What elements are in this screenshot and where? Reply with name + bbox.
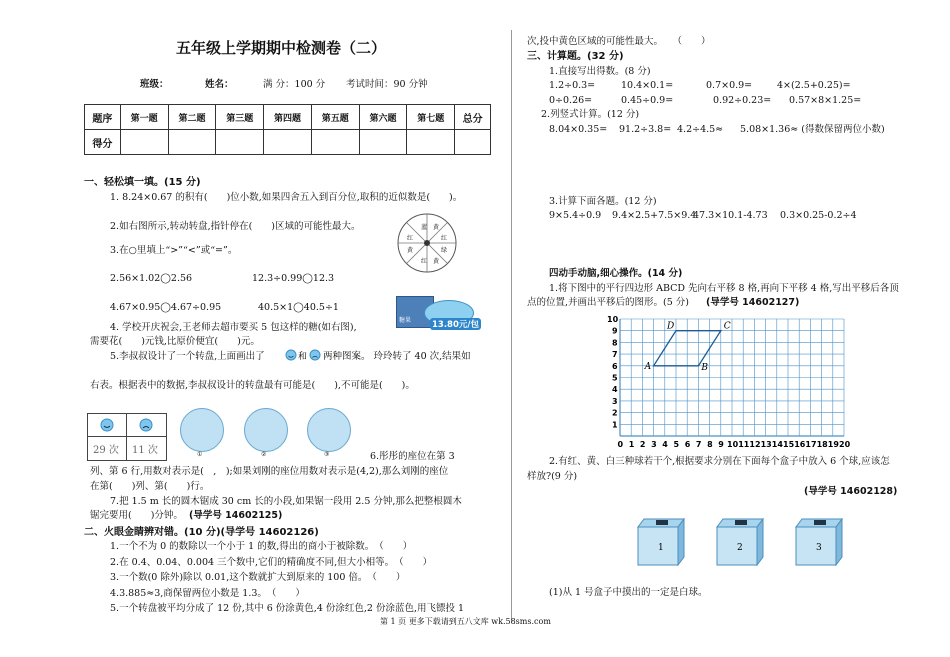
s1-q2: 2.如右图所示,转动转盘,指针停在( )区域的可能性最大。 [110, 221, 361, 232]
calc: 9×5.4÷0.9 [549, 210, 602, 221]
score-cell[interactable] [407, 130, 455, 155]
score-label: 满 分：100 分 [263, 79, 326, 90]
calc: 9.4×2.5+7.5×9.4 [612, 210, 697, 221]
box-number: 2 [737, 543, 743, 553]
calc: 91.2÷3.8= [619, 124, 672, 135]
score-head-cell: 总分 [455, 105, 491, 130]
footer: 第 1 页 更多下载请到五八文库 wk.58sms.com [380, 617, 551, 626]
y-tick-label: 10 [607, 315, 619, 324]
y-tick-label: 1 [612, 420, 618, 430]
y-tick-label: 8 [612, 338, 618, 348]
time-label: 考试时间：90 分钟 [346, 79, 428, 90]
s1-q6c: 在第( )列、第( )行。 [90, 481, 210, 492]
s1-q5c: 右表。根据表中的数据,李叔叔设计的转盘最有可能是( ),不可能是( )。 [90, 380, 415, 391]
s1-q7a: 7.把 1.5 m 长的圆木锯成 30 cm 长的小段,如果锯一段用 2.5 分钟,那么把整根圆木 [110, 496, 462, 507]
s4-q2-ref: (导学号 14602128) [804, 486, 898, 497]
x-tick-label: 13 [760, 440, 772, 449]
score-head-cell: 第二题 [168, 105, 216, 130]
s2-item: 5.一个转盘被平均分成了 12 份,其中 6 份涂黄色,4 份涂红色,2 份涂蓝色,用飞镖投 1 [110, 603, 465, 614]
calc: 0.7×0.9= [706, 80, 753, 91]
calc: 47.3×10.1-4.73 [693, 210, 768, 221]
frown-icon [139, 418, 153, 432]
s1-q7b: 锯完要用( )分钟。 [90, 510, 183, 521]
calc: 0÷0.26= [549, 95, 593, 106]
x-tick-label: 12 [749, 440, 761, 449]
x-tick-label: 17 [805, 440, 817, 449]
score-head-cell: 第七题 [407, 105, 455, 130]
s2-item: 4.3.885≈3,商保留两位小数是 1.3。 （ ） [110, 588, 305, 599]
s1-q3a: 2.56×1.02◯2.56 [110, 273, 193, 284]
candy-label: 糖果 [399, 317, 412, 324]
s2-item: 2.在 0.4、0.04、0.004 三个数中,它们的精确度不同,但大小相等。 （ ） [110, 557, 433, 568]
svg-text:和: 和 [298, 352, 308, 362]
s1-q3c: 4.67×0.95◯4.67÷0.95 [110, 302, 222, 313]
box-number: 3 [816, 543, 822, 553]
y-tick-label: 4 [612, 385, 618, 395]
score-cell[interactable] [216, 130, 264, 155]
coordinate-grid [600, 306, 850, 452]
score-row-label: 得分 [85, 130, 121, 155]
spinner-label: ② [261, 451, 267, 458]
x-tick-label: 2 [639, 440, 646, 449]
x-tick-label: 3 [651, 440, 657, 449]
wheel-label: 黄 [433, 258, 440, 265]
calc: 4.2÷4.5≈ [677, 124, 724, 135]
vertex-label: B [701, 362, 709, 373]
calc: 0.92÷0.23= [713, 95, 772, 106]
s1-q3b: 12.3÷0.99◯12.3 [252, 273, 335, 284]
s1-q1: 1. 8.24×0.67 的积有( )位小数,如果四舍五入到百分位,取积的近似数是( )。 [110, 192, 463, 203]
x-tick-label: 16 [794, 440, 806, 449]
x-tick-label: 18 [816, 440, 828, 449]
s4-q1b: 点的位置,并画出平移后的图形。(5 分) [527, 297, 689, 308]
tally-b: 11 次 [132, 445, 158, 456]
ball-box-2 [715, 518, 765, 566]
s4-q2a: 2.有红、黄、白三种球若干个,根据要求分别在下面每个盒子中放入 6 个球,应该怎 [549, 456, 890, 467]
name-label: 姓名： [205, 79, 234, 90]
wheel-label: 蓝 [421, 224, 428, 231]
ball-box-3 [794, 518, 844, 566]
vertex-label: C [723, 321, 731, 332]
score-head-cell: 第六题 [359, 105, 407, 130]
x-tick-label: 1 [628, 440, 635, 449]
y-tick-label: 6 [612, 361, 618, 371]
s1-q4a: 4. 学校开庆祝会,王老师去超市要买 5 包这样的糖(如右图), [110, 322, 357, 333]
x-tick-label: 14 [771, 440, 783, 449]
s1-q7-ref: (导学号 14602125) [189, 510, 283, 521]
wheel-label: 红 [407, 235, 414, 242]
x-tick-label: 20 [839, 440, 850, 449]
s1-q5b: 两种图案。 玲玲转了 40 次,结果如 [323, 351, 471, 362]
x-tick-label: 9 [718, 440, 724, 449]
calc: 0.3×0.25-0.2÷4 [780, 210, 857, 221]
y-tick-label: 5 [612, 373, 618, 383]
x-tick-label: 4 [662, 440, 668, 449]
y-tick-label: 9 [612, 326, 618, 336]
x-tick-label: 11 [738, 440, 750, 449]
s3-q1: 1.直接写出得数。(8 分) [549, 66, 651, 77]
page-title: 五年级上学期期中检测卷（二） [176, 39, 387, 57]
s2-item: 1.一个不为 0 的数除以一个小于 1 的数,得出的商小于被除数。 （ ） [110, 541, 413, 552]
score-cell[interactable] [120, 130, 168, 155]
s4-q1-ref: (导学号 14602127) [706, 297, 800, 308]
tally-a: 29 次 [93, 445, 119, 456]
s4-q2b: 样放?(9 分) [527, 471, 578, 482]
score-head-cell: 题序 [85, 105, 121, 130]
class-label: 班级： [140, 79, 169, 90]
section2-heading: 二、火眼金睛辨对错。(10 分)(导学号 14602126) [84, 527, 319, 538]
score-table [84, 104, 491, 155]
spinner-2 [244, 408, 288, 452]
smiley-icons [285, 349, 321, 362]
x-tick-label: 19 [827, 440, 839, 449]
s2-item: 3.一个数(0 除外)除以 0.01,这个数就扩大到原来的 100 倍。 （ ） [110, 572, 406, 583]
section3-heading: 三、计算题。(32 分) [527, 51, 624, 62]
x-tick-label: 15 [783, 440, 795, 449]
y-tick-label: 3 [612, 396, 618, 406]
s3-q3: 3.计算下面各题。(12 分) [549, 196, 657, 207]
y-tick-label: 2 [612, 408, 618, 418]
x-tick-label: 7 [695, 440, 702, 449]
calc: 10.4×0.1= [621, 80, 674, 91]
s4-q1a: 1.将下图中的平行四边形 ABCD 先向右平移 8 格,再向下平移 4 格,写出平移后各顶 [549, 283, 899, 294]
s4-q2-sub1: (1)从 1 号盒子中摸出的一定是白球。 [549, 587, 708, 598]
score-cell[interactable] [311, 130, 359, 155]
spinner-3 [307, 408, 351, 452]
s1-q3d: 40.5×1◯40.5÷1 [258, 302, 339, 313]
x-tick-label: 5 [673, 440, 680, 449]
score-head-cell: 第五题 [311, 105, 359, 130]
x-tick-label: 0 [617, 440, 624, 449]
wheel-label: 黄 [433, 224, 440, 231]
calc: 4×(2.5+0.25)= [777, 80, 851, 91]
score-head-cell: 第四题 [264, 105, 312, 130]
y-tick-label: 7 [612, 350, 618, 360]
ball-box-1 [636, 518, 686, 566]
section1-heading: 一、轻松填一填。(15 分) [84, 177, 201, 188]
box-number: 1 [658, 543, 664, 553]
wheel-label: 黄 [407, 247, 414, 254]
score-cell[interactable] [168, 130, 216, 155]
x-tick-label: 8 [707, 440, 713, 449]
smile-icon [100, 418, 114, 432]
spinner-1 [180, 408, 224, 452]
s1-q3: 3.在○里填上“>”“<”或“=”。 [110, 245, 238, 256]
wheel-label: 红 [421, 258, 428, 265]
calc: 8.04×0.35= [549, 124, 608, 135]
x-tick-label: 10 [727, 440, 739, 449]
spinner-label: ③ [324, 451, 330, 458]
score-head-cell: 第一题 [120, 105, 168, 130]
calc: 0.57×8×1.25= [789, 95, 862, 106]
x-tick-label: 6 [684, 440, 691, 449]
vertex-label: A [644, 361, 652, 372]
tally-table [87, 413, 167, 461]
s1-q5a: 5.李叔叔设计了一个转盘,上面画出了 [110, 351, 265, 362]
s1-q6b: 列、第 6 行,用数对表示是( , );如果刘刚的座位用数对表示是(4,2),那么刘刚的座位 [90, 466, 449, 477]
wheel-label: 绿 [441, 247, 448, 254]
score-cell[interactable] [455, 130, 491, 155]
score-cell[interactable] [359, 130, 407, 155]
s1-q4b: 需要花( )元钱,比原价便宜( )元。 [90, 336, 260, 347]
score-head-cell: 第三题 [216, 105, 264, 130]
column-divider [511, 30, 512, 622]
calc: 0.45÷0.9= [621, 95, 674, 106]
section4-heading: 四动手动脑,细心操作。(14 分) [549, 268, 683, 279]
score-cell[interactable] [264, 130, 312, 155]
candy-price: 13.80元/包 [432, 320, 479, 330]
spinner-wheel [396, 212, 458, 274]
s1-q6a: 6.彤彤的座位在第 3 [370, 451, 455, 462]
s2-item-cont: 次,投中黄色区域的可能性最大。 （ ） [527, 36, 711, 47]
vertex-label: D [667, 321, 675, 332]
wheel-label: 红 [441, 235, 448, 242]
s3-q2: 2.列竖式计算。(12 分) [541, 109, 640, 120]
calc: 1.2÷0.3= [549, 80, 596, 91]
spinner-label: ① [197, 451, 203, 458]
calc: 5.08×1.36≈ (得数保留两位小数) [740, 124, 885, 135]
